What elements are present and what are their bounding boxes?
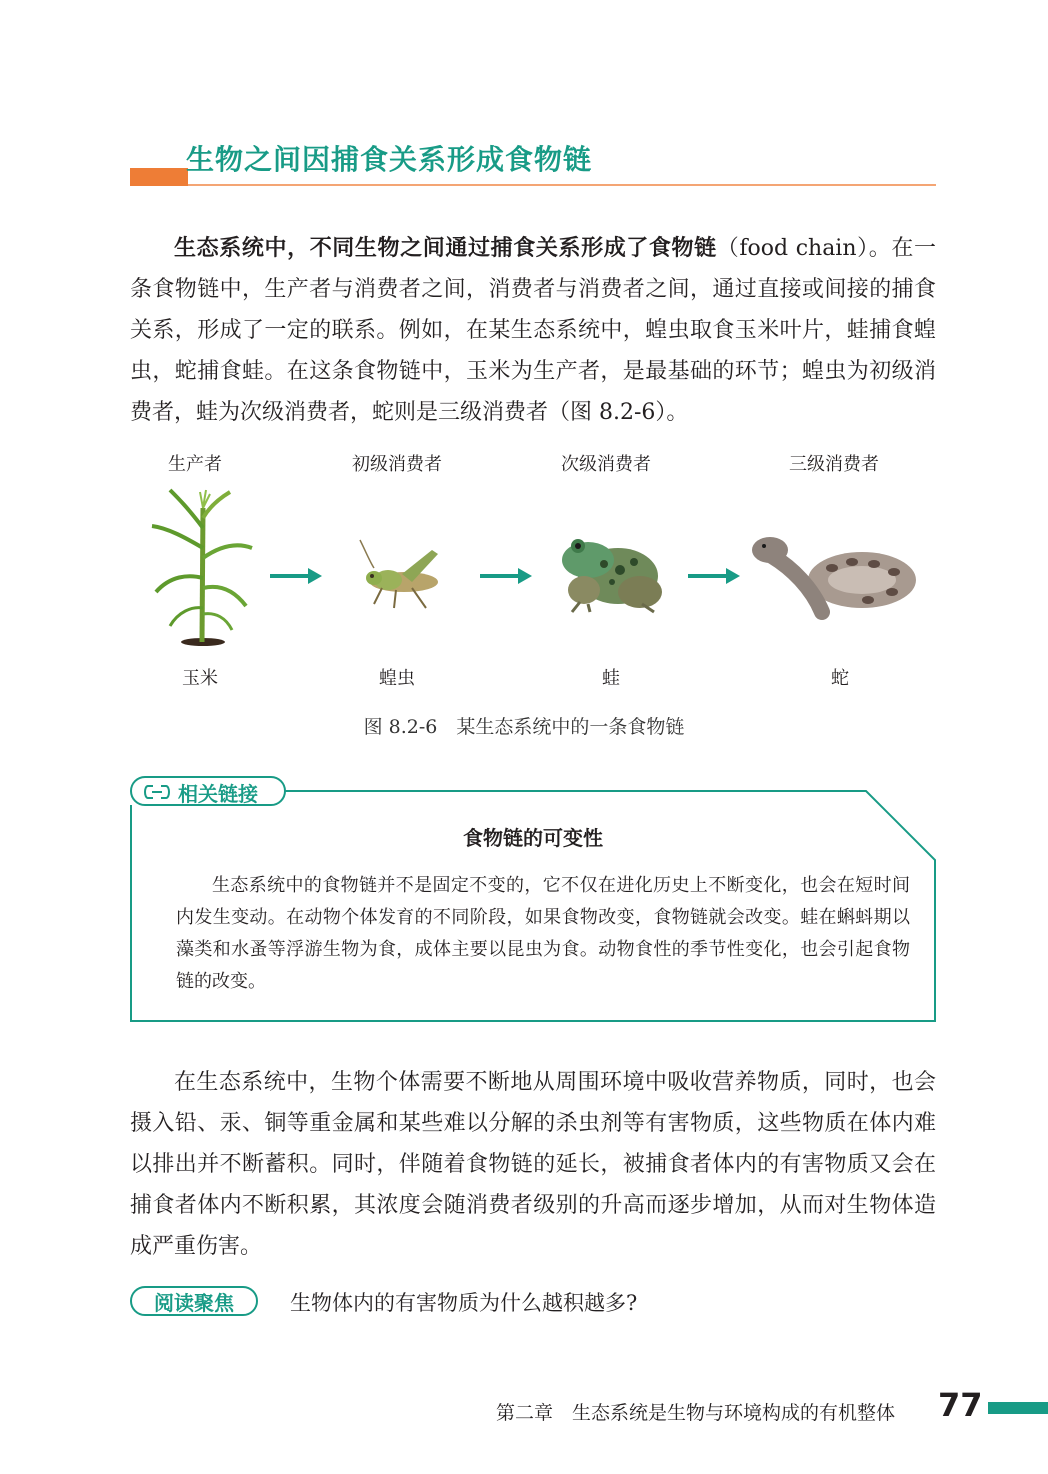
organism-label-grasshopper: 蝗虫 <box>379 668 415 689</box>
paragraph-bioaccumulation <box>130 1062 936 1267</box>
arrow-icon <box>688 568 740 584</box>
footer-accent-bar <box>988 1402 1048 1414</box>
section-title: 生物之间因捕食关系形成食物链 <box>186 143 593 176</box>
frog-image <box>554 526 664 614</box>
paragraph-food-chain <box>130 228 936 433</box>
bold-definition: 生态系统中，不同生物之间通过捕食关系形成了食物链 <box>174 236 717 261</box>
figure-caption: 图 8.2-6 某生态系统中的一条食物链 <box>363 716 685 738</box>
corn-plant-image <box>148 488 256 648</box>
paragraph-text: （food chain）。在一条食物链中，生产者与消费者之间，消费者与消费者之间，通过直接或间接的捕食关系，形成了一定的联系。例如，在某生态系统中，蝗虫取食玉米叶片，蛙捕食蝗虫，蛇捕食蛙。在这条食物链中，玉米为生产者，是最基础的环节；蝗虫为初级消费者，蛙为次级消费者，蛇则是三级消费者（图 8.2-6）。 <box>130 236 936 425</box>
stage-label-tertiary: 三级消费者 <box>789 454 879 475</box>
arrow-icon <box>270 568 322 584</box>
snake-image <box>752 528 922 624</box>
related-link-title: 食物链的可变性 <box>463 826 603 850</box>
related-link-text <box>176 870 910 998</box>
organism-label-frog: 蛙 <box>602 668 620 689</box>
arrow-icon <box>480 568 532 584</box>
stage-label-primary: 初级消费者 <box>352 454 442 475</box>
reading-focus-question: 生物体内的有害物质为什么越积越多? <box>290 1291 638 1315</box>
header-rule <box>188 184 936 186</box>
paragraph-text: 在生态系统中，生物个体需要不断地从周围环境中吸收营养物质，同时，也会摄入铅、汞、铜等重金属和某些难以分解的杀虫剂等有害物质，这些物质在体内难以排出并不断蓄积。同时，伴随着食物链的延长，被捕食者体内的有害物质又会在捕食者体内不断积累，其浓度会随消费者级别的升高而逐步增加，从而对生物体造成严重伤害。 <box>130 1070 936 1259</box>
related-link-label: 相关链接 <box>178 781 258 806</box>
related-link-box <box>130 776 936 1022</box>
stage-label-producer: 生产者 <box>168 454 222 475</box>
page-number: 77 <box>938 1386 983 1424</box>
footer-chapter: 第二章 生态系统是生物与环境构成的有机整体 <box>496 1402 896 1424</box>
related-link-paragraph: 生态系统中的食物链并不是固定不变的，它不仅在进化历史上不断变化，也会在短时间内发生变动。在动物个体发育的不同阶段，如果食物改变，食物链就会改变。蛙在蝌蚪期以藻类和水蚤等浮游生物为食，成体主要以昆虫为食。动物食性的季节性变化，也会引起食物链的改变。 <box>176 875 910 992</box>
section-header <box>130 134 936 194</box>
header-orange-tab <box>130 168 188 186</box>
related-link-pill <box>132 778 268 806</box>
organism-label-corn: 玉米 <box>182 668 218 689</box>
organism-label-snake: 蛇 <box>831 668 849 689</box>
link-icon <box>142 783 172 801</box>
reading-focus-badge: 阅读聚焦 <box>130 1286 258 1316</box>
stage-label-secondary: 次级消费者 <box>561 454 651 475</box>
grasshopper-image <box>352 538 444 614</box>
